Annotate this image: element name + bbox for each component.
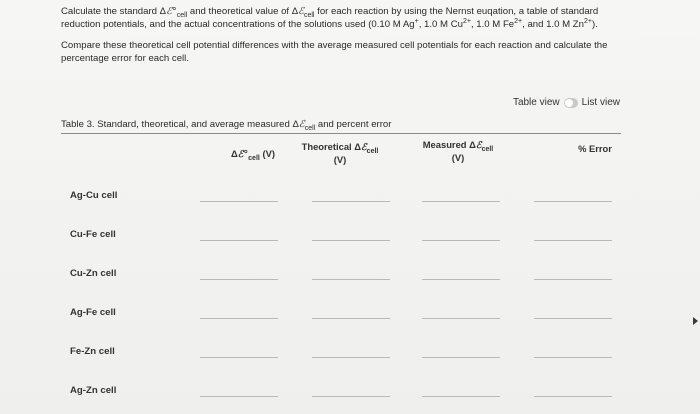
caption-text: and percent error: [315, 119, 392, 130]
theoretical-input[interactable]: [312, 318, 390, 319]
header-text: Δ: [231, 148, 238, 159]
error-input[interactable]: [534, 318, 612, 319]
subscript: cell: [303, 11, 315, 19]
toggle-switch[interactable]: [564, 98, 578, 108]
standard-input[interactable]: [200, 201, 278, 202]
instructions: [61, 6, 621, 74]
measured-input[interactable]: [422, 279, 500, 280]
subscript: cell: [248, 154, 260, 162]
table-top-rule: [61, 133, 621, 134]
error-input[interactable]: [534, 201, 612, 202]
superscript: 2+: [514, 17, 523, 25]
instruction-paragraph-1: [61, 6, 621, 31]
theoretical-input[interactable]: [312, 279, 390, 280]
standard-input[interactable]: [200, 279, 278, 280]
cell-potential-symbol: ℰ: [298, 119, 305, 130]
cell-potential-symbol: ℰ°: [237, 149, 249, 160]
header-text: Theoretical Δ: [301, 141, 361, 152]
measured-input[interactable]: [422, 396, 500, 397]
error-input[interactable]: [534, 240, 612, 241]
instruction-text: Calculate the standard Δ: [61, 6, 167, 17]
row-label: Ag-Fe cell: [70, 307, 116, 318]
row-label: Fe-Zn cell: [70, 346, 115, 357]
subscript: cell: [366, 147, 379, 155]
row-label: Cu-Fe cell: [70, 229, 116, 240]
error-input[interactable]: [534, 396, 612, 397]
view-toggle[interactable]: [513, 97, 620, 108]
standard-input[interactable]: [200, 396, 278, 397]
measured-input[interactable]: [422, 357, 500, 358]
header-percent-error: % Error: [578, 143, 612, 154]
header-theoretical-potential: [290, 141, 390, 166]
theoretical-input[interactable]: [312, 396, 390, 397]
table-view-option[interactable]: Table view: [512, 97, 560, 108]
measured-input[interactable]: [422, 201, 500, 202]
measured-input[interactable]: [422, 318, 500, 319]
cell-potential-symbol: ℰ: [360, 142, 367, 153]
superscript: +: [414, 17, 419, 25]
instruction-text: for each reaction by using the Nernst euqation, a table of standard reduction potentials, and the actual concentrations of the solutions used (0.10 M Ag: [61, 6, 599, 30]
cell-potential-symbol: ℰ: [475, 140, 482, 151]
subscript: cell: [304, 124, 316, 132]
superscript: 2+: [583, 17, 592, 25]
header-text: (V): [333, 154, 347, 165]
instruction-text: and theoretical value of Δ: [187, 6, 299, 17]
cell-potential-symbol: ℰ°: [166, 6, 177, 17]
measured-input[interactable]: [422, 240, 500, 241]
cell-potential-symbol: ℰ: [298, 6, 304, 17]
error-input[interactable]: [534, 357, 612, 358]
subscript: cell: [481, 145, 494, 153]
header-text: (V): [259, 148, 275, 159]
row-label: Ag-Cu cell: [70, 190, 118, 201]
header-text: (V): [451, 152, 465, 163]
error-input[interactable]: [534, 279, 612, 280]
instruction-text: , 1.0 M Cu: [418, 18, 463, 30]
standard-input[interactable]: [200, 357, 278, 358]
header-standard-potential: [218, 148, 288, 161]
header-measured-potential: [408, 139, 508, 164]
standard-input[interactable]: [200, 240, 278, 241]
superscript: 2+: [462, 17, 471, 25]
theoretical-input[interactable]: [312, 357, 390, 358]
standard-input[interactable]: [200, 318, 278, 319]
instruction-text: , 1.0 M Fe: [470, 18, 515, 30]
caption-text: Table 3. Standard, theoretical, and average measured Δ: [61, 119, 299, 130]
table-caption: [61, 119, 391, 130]
theoretical-input[interactable]: [312, 201, 390, 202]
list-view-option[interactable]: List view: [581, 97, 620, 108]
chevron-right-icon[interactable]: [693, 317, 698, 325]
instruction-paragraph-2: Compare these theoretical cell potential differences with the average measured cell potentials for each reaction and calculate the percentage error for each cell.: [61, 40, 608, 64]
row-label: Ag-Zn cell: [70, 385, 117, 396]
instruction-text: , and 1.0 M Zn: [522, 18, 584, 30]
row-label: Cu-Zn cell: [70, 268, 117, 279]
header-text: Measured Δ: [422, 139, 476, 150]
subscript: cell: [176, 11, 188, 19]
theoretical-input[interactable]: [312, 240, 390, 241]
instruction-text: ).: [591, 18, 598, 30]
